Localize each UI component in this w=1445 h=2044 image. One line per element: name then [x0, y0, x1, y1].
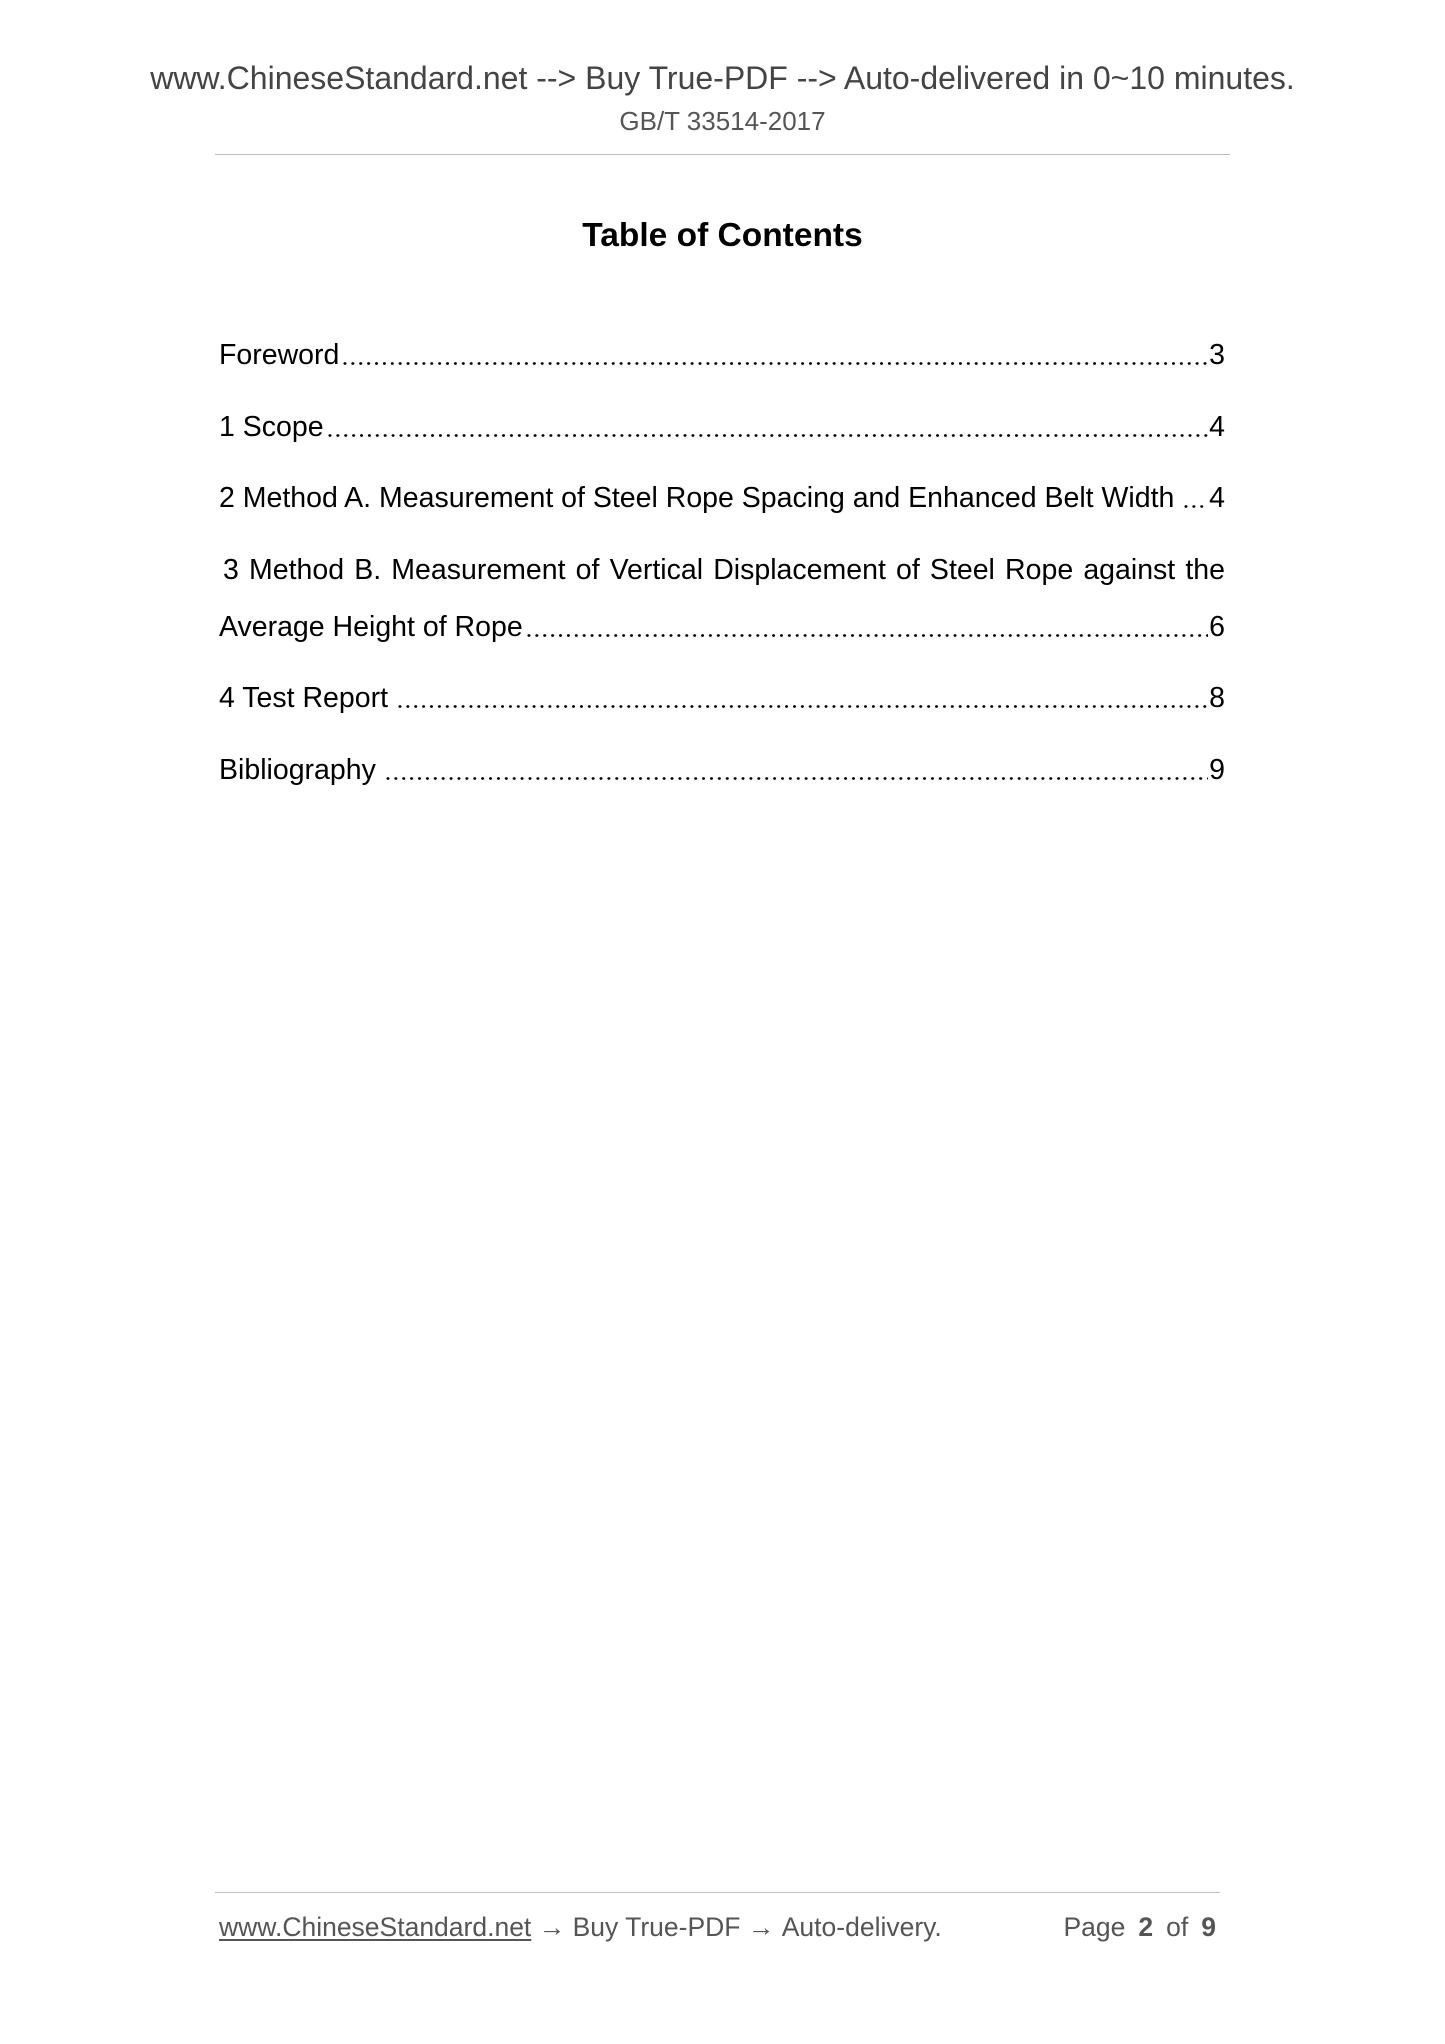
dot-leader — [340, 337, 1208, 373]
dot-leader — [383, 752, 1208, 788]
toc-entry-label-line1: 3 Method B. Measurement of Vertical Displacement of Steel Rope against the — [223, 554, 1225, 586]
toc-entry-label: 1 Scope — [219, 411, 324, 443]
toc-entry-page: 3 — [1209, 339, 1225, 371]
toc-entry-label: 2 Method A. Measurement of Steel Rope Spacing and Enhanced Belt Width — [219, 482, 1175, 514]
page-label: Page — [1063, 1912, 1126, 1942]
toc-entry-page: 4 — [1209, 411, 1225, 443]
document-id: GB/T 33514-2017 — [619, 106, 826, 136]
current-page-number: 2 — [1138, 1912, 1154, 1942]
toc-entry-scope[interactable] — [219, 409, 1225, 445]
footer-site-link[interactable]: www.ChineseStandard.net — [219, 1912, 532, 1942]
dot-leader — [395, 680, 1208, 716]
header-banner: www.ChineseStandard.net --> Buy True-PDF --> Auto-delivered in 0~10 minutes. — [150, 60, 1295, 96]
toc-entry-page: 6 — [1209, 611, 1225, 643]
total-page-number: 9 — [1201, 1912, 1216, 1942]
toc-entry-method-b[interactable] — [219, 552, 1225, 645]
toc-entry-label: 4 Test Report — [219, 682, 388, 714]
footer-promo — [219, 1910, 942, 1944]
toc-entry-foreword[interactable] — [219, 337, 1225, 373]
dot-leader — [524, 609, 1208, 645]
page-of-label: of — [1166, 1912, 1189, 1942]
page-indicator — [1064, 1910, 1217, 1944]
toc-entry-label-line2: Average Height of Rope — [219, 611, 523, 643]
dot-leader — [325, 409, 1209, 445]
toc-entry-test-report[interactable] — [219, 680, 1225, 716]
header-divider — [215, 154, 1230, 155]
page-title: Table of Contents — [582, 217, 863, 254]
toc-entry-bibliography[interactable] — [219, 752, 1225, 788]
footer-delivery-text: Auto-delivery. — [781, 1912, 942, 1942]
toc-entry-method-a[interactable] — [219, 480, 1225, 516]
toc-entry-page: 8 — [1209, 682, 1225, 714]
dot-leader — [1181, 480, 1208, 516]
arrow-right-icon: → — [538, 1912, 566, 1942]
toc-entry-page: 9 — [1209, 754, 1225, 786]
toc-entry-page: 4 — [1209, 482, 1225, 514]
toc-entry-label: Foreword — [219, 339, 340, 371]
toc-entry-label: Bibliography — [219, 754, 376, 786]
footer-divider — [215, 1892, 1220, 1893]
footer-buy-text: Buy True-PDF — [572, 1912, 741, 1942]
arrow-right-icon: → — [747, 1912, 775, 1942]
